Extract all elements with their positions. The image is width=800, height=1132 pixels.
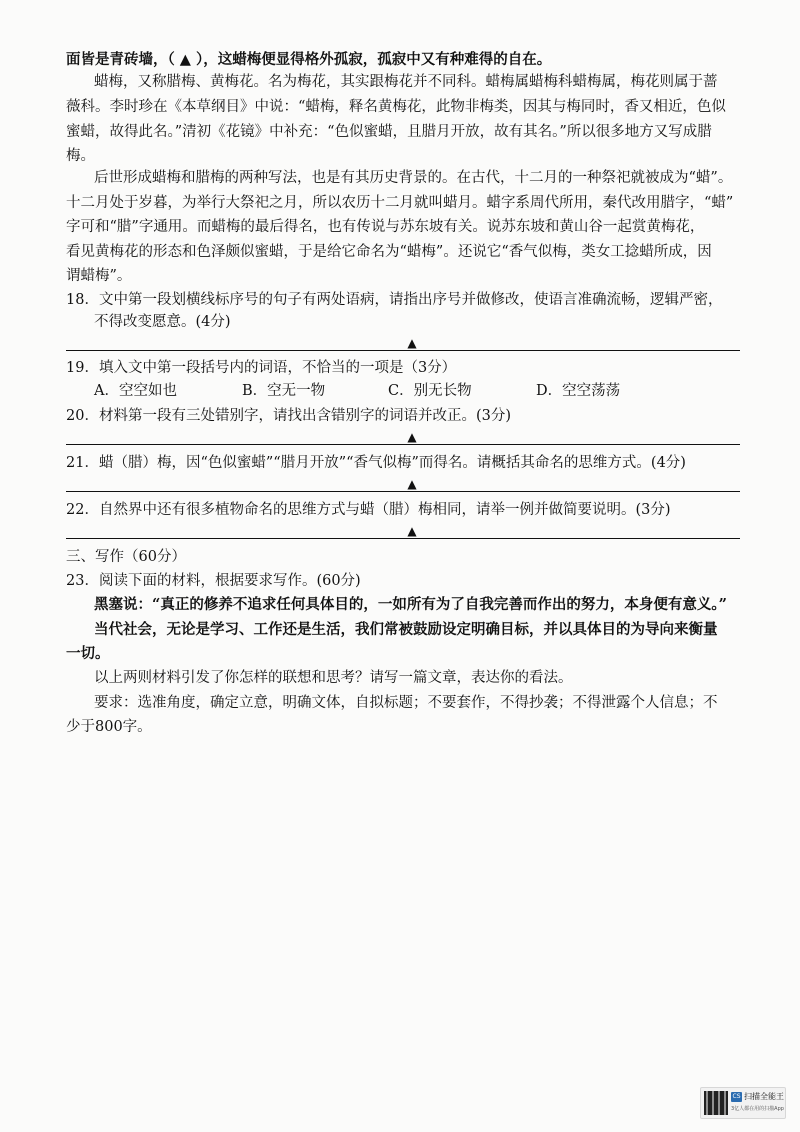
passage-line: 薇科。李时珍在《本草纲目》中说：“蜡梅，释名黄梅花，此物非梅类，因其与梅同时，香又相近，色似	[66, 99, 726, 115]
writing-prompt: 以上两则材料引发了你怎样的联想和思考？请写一篇文章，表达你的看法。	[94, 670, 573, 686]
passage-line: 梅。	[66, 148, 95, 164]
passage-line: 面皆是青砖墙，（ ▲ ），这蜡梅便显得格外孤寂，孤寂中又有种难得的自在。	[66, 51, 552, 68]
question-21: 21．蜡（腊）梅，因“色似蜜蜡”“腊月开放”“香气似梅”而得名。请概括其命名的思维方式。(4分)	[66, 455, 686, 471]
option-d: D．空空荡荡	[536, 383, 621, 399]
material-line: 当代社会，无论是学习、工作还是生活，我们常被鼓励设定明确目标，并以具体目的为导向来衡量	[94, 621, 718, 638]
passage-line: 蜜蜡，故得此名。”清初《花镜》中补充：“色似蜜蜡，且腊月开放，故有其名。”所以很多地方又写成腊	[66, 124, 712, 140]
passage-line: 蜡梅，又称腊梅、黄梅花。名为梅花，其实跟梅花并不同科。蜡梅属蜡梅科蜡梅属，梅花则属于蔷	[94, 74, 718, 90]
scanner-tagline: 3亿人都在用的扫描App	[731, 1106, 784, 1112]
answer-line	[66, 444, 740, 445]
option-b: B．空无一物	[242, 383, 326, 399]
answer-marker: ▲	[407, 477, 417, 491]
scanner-badge	[700, 1087, 786, 1119]
answer-marker: ▲	[407, 524, 417, 538]
material-line: 一切。	[66, 645, 110, 662]
passage-line: 后世形成蜡梅和腊梅的两种写法，也是有其历史背景的。在古代，十二月的一种祭祀就被成为“蜡”。	[94, 170, 733, 186]
answer-line	[66, 538, 740, 539]
answer-marker: ▲	[407, 336, 417, 350]
passage-line: 十二月处于岁暮，为举行大祭祀之月，所以农历十二月就叫蜡月。蜡字系周代所用，秦代改用腊字，“蜡”	[66, 195, 734, 211]
answer-line	[66, 491, 740, 492]
material-line: 黑塞说：“真正的修养不追求任何具体目的，一如所有为了自我完善而作出的努力，本身便有意义。”	[94, 596, 727, 613]
question-19-options	[94, 381, 734, 401]
qr-code-icon	[704, 1091, 728, 1115]
question-22: 22．自然界中还有很多植物命名的思维方式与蜡（腊）梅相同，请举一例并做简要说明。(3分)	[66, 502, 671, 518]
question-18-cont: 不得改变愿意。(4分)	[94, 314, 231, 330]
answer-line	[66, 350, 740, 351]
question-23: 23．阅读下面的材料，根据要求写作。(60分)	[66, 573, 361, 589]
option-a: A．空空如也	[94, 383, 177, 399]
scanner-name: 扫描全能王	[744, 1092, 784, 1101]
passage-line: 看见黄梅花的形态和色泽颇似蜜蜡，于是给它命名为“蜡梅”。还说它“香气似梅，类女工捻蜡所成，因	[66, 244, 712, 260]
section-heading: 三、写作（60分）	[66, 549, 186, 565]
option-c: C．别无长物	[388, 383, 472, 399]
passage-line: 字可和“腊”字通用。而蜡梅的最后得名，也有传说与苏东坡有关。说苏东坡和黄山谷一起赏黄梅花，	[66, 219, 705, 235]
writing-requirements-cont: 少于800字。	[66, 719, 152, 735]
passage-line: 谓蜡梅”。	[66, 268, 132, 284]
writing-requirements: 要求：选准角度，确定立意，明确文体，自拟标题；不要套作，不得抄袭；不得泄露个人信息；不	[94, 695, 718, 711]
question-18: 18．文中第一段划横线标序号的句子有两处语病，请指出序号并做修改，使语言准确流畅，逻辑严密，	[66, 292, 723, 308]
scanner-logo-icon: CS	[732, 1093, 741, 1100]
question-19: 19．填入文中第一段括号内的词语，不恰当的一项是（3分）	[66, 360, 457, 376]
question-20: 20．材料第一段有三处错别字，请找出含错别字的词语并改正。(3分)	[66, 408, 511, 424]
answer-marker: ▲	[407, 430, 417, 444]
